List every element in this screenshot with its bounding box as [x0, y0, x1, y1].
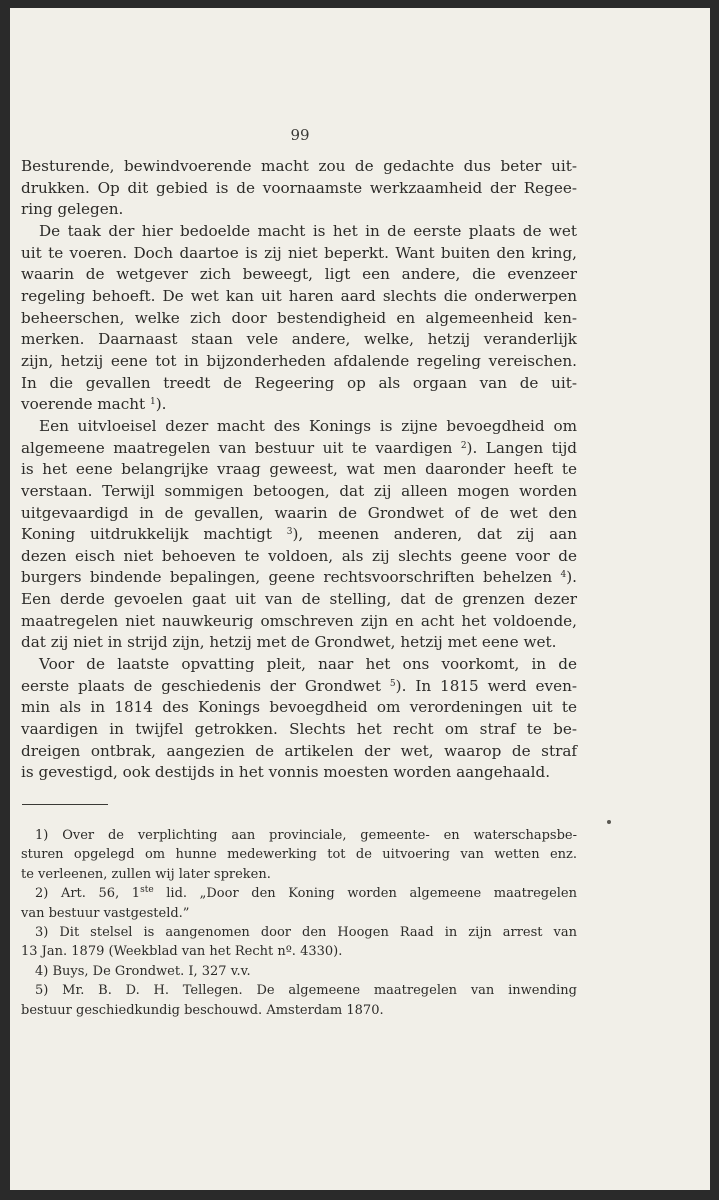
text-line: Besturende, bewindvoerende macht zou de gedachte dus beter uit-: [21, 157, 577, 175]
text-line: Voor de laatste opvatting pleit, naar het ons voorkomt, in de: [39, 655, 577, 674]
text-line: uit te voeren. Doch daartoe is zij niet beperkt. Want buiten den kring,: [21, 243, 577, 262]
text-line: zijn, hetzij eene tot in bijzonderheden afdalende regeling vereischen.: [21, 351, 577, 370]
text-line: vaardigen in twijfel getrokken. Slechts het recht om straf te be-: [21, 720, 577, 739]
text-line: Koning uitdrukkelijk machtigt $^3$), meenen anderen, dat zij aan: [21, 525, 578, 544]
footnote: [21, 981, 577, 1020]
page-number: 99: [290, 126, 310, 144]
text-line: dat zij niet in strijd zijn, hetzij met de Grondwet, hetzij met eene wet.: [21, 633, 557, 652]
footnote-line: 1) Over de verplichting aan provinciale, gemeente- en waterschapsbe-: [35, 828, 577, 843]
body-text: [21, 156, 577, 784]
footnote-line: 13 Jan. 1879 (Weekblad van het Recht nº. 4330).: [21, 944, 343, 960]
paragraph: [21, 221, 577, 416]
footnote-line: van bestuur vastgesteld.”: [21, 905, 190, 921]
text-line: In die gevallen treedt de Regeering op als orgaan van de uit-: [21, 373, 577, 392]
footnote-line: te verleenen, zullen wij later spreken.: [21, 866, 271, 882]
text-line: verstaan. Terwijl sommigen betoogen, dat zij alleen mogen worden: [21, 481, 577, 500]
text-line: De taak der hier bedoelde macht is het in de eerste plaats de wet: [39, 221, 577, 240]
text-line: is gevestigd, ook destijds in het vonnis moesten worden aangehaald.: [21, 763, 551, 782]
footnote: [21, 884, 577, 923]
footnotes: [21, 826, 577, 1020]
text-line: drukken. Op dit gebied is de voornaamste werkzaamheid der Regee-: [21, 178, 577, 197]
text-line: voerende macht $^1$).: [21, 395, 167, 414]
text-line: eerste plaats de geschiedenis der Grondwet $^5$). In 1815 werd even-: [21, 676, 577, 695]
footnote-divider: [22, 804, 108, 805]
text-line: ring gelegen.: [21, 200, 124, 219]
text-line: uitgevaardigd in de gevallen, waarin de Grondwet of de wet den: [21, 503, 577, 522]
paragraph: [21, 416, 577, 654]
footnote-line: 3) Dit stelsel is aangenomen door den Hoogen Raad in zijn arrest van: [35, 925, 577, 941]
text-line: burgers bindende bepalingen, geene rechtsvoorschriften behelzen $^4$).: [21, 568, 577, 587]
footnote-line: 2) Art. 56, 1ste lid. „Door den Koning worden algemeene maatregelen: [35, 885, 577, 902]
paragraph: [21, 156, 577, 221]
footnote-line: 5) Mr. B. D. H. Tellegen. De algemeene maatregelen van inwending: [35, 983, 577, 999]
book-page: [10, 8, 710, 1190]
text-line: algemeene maatregelen van bestuur uit te vaardigen $^2$). Langen tijd: [21, 438, 577, 457]
text-line: dreigen ontbrak, aangezien de artikelen der wet, waarop de straf: [21, 741, 577, 760]
footnote-line: sturen opgelegd om hunne medewerking tot de uitvoering van wetten enz.: [21, 847, 577, 863]
footnote: [21, 826, 577, 884]
text-line: beheerschen, welke zich door bestendigheid en algemeenheid ken-: [21, 308, 577, 327]
paragraph: [21, 654, 577, 784]
text-line: min als in 1814 des Konings bevoegdheid om verordeningen uit te: [21, 698, 577, 717]
text-line: waarin de wetgever zich beweegt, ligt een andere, die evenzeer: [21, 265, 577, 284]
footnote-line: bestuur geschiedkundig beschouwd. Amsterdam 1870.: [21, 1002, 384, 1018]
footnote-line: 4) Buys, De Grondwet. I, 327 v.v.: [35, 963, 251, 979]
footnote: [21, 923, 577, 962]
text-line: merken. Daarnaast staan vele andere, welke, hetzij veranderlijk: [21, 330, 577, 349]
text-line: Een derde gevoelen gaat uit van de stelling, dat de grenzen dezer: [21, 590, 577, 609]
ink-speck: [607, 820, 611, 824]
text-line: maatregelen niet nauwkeurig omschreven zijn en acht het voldoende,: [21, 611, 577, 630]
text-line: dezen eisch niet behoeven te voldoen, als zij slechts geene voor de: [21, 546, 577, 565]
text-line: is het eene belangrijke vraag geweest, wat men daaronder heeft te: [21, 460, 577, 479]
text-line: Een uitvloeisel dezer macht des Konings is zijne bevoegdheid om: [39, 416, 577, 435]
text-line: regeling behoeft. De wet kan uit haren aard slechts die onderwerpen: [21, 286, 577, 305]
footnote: [21, 962, 577, 981]
